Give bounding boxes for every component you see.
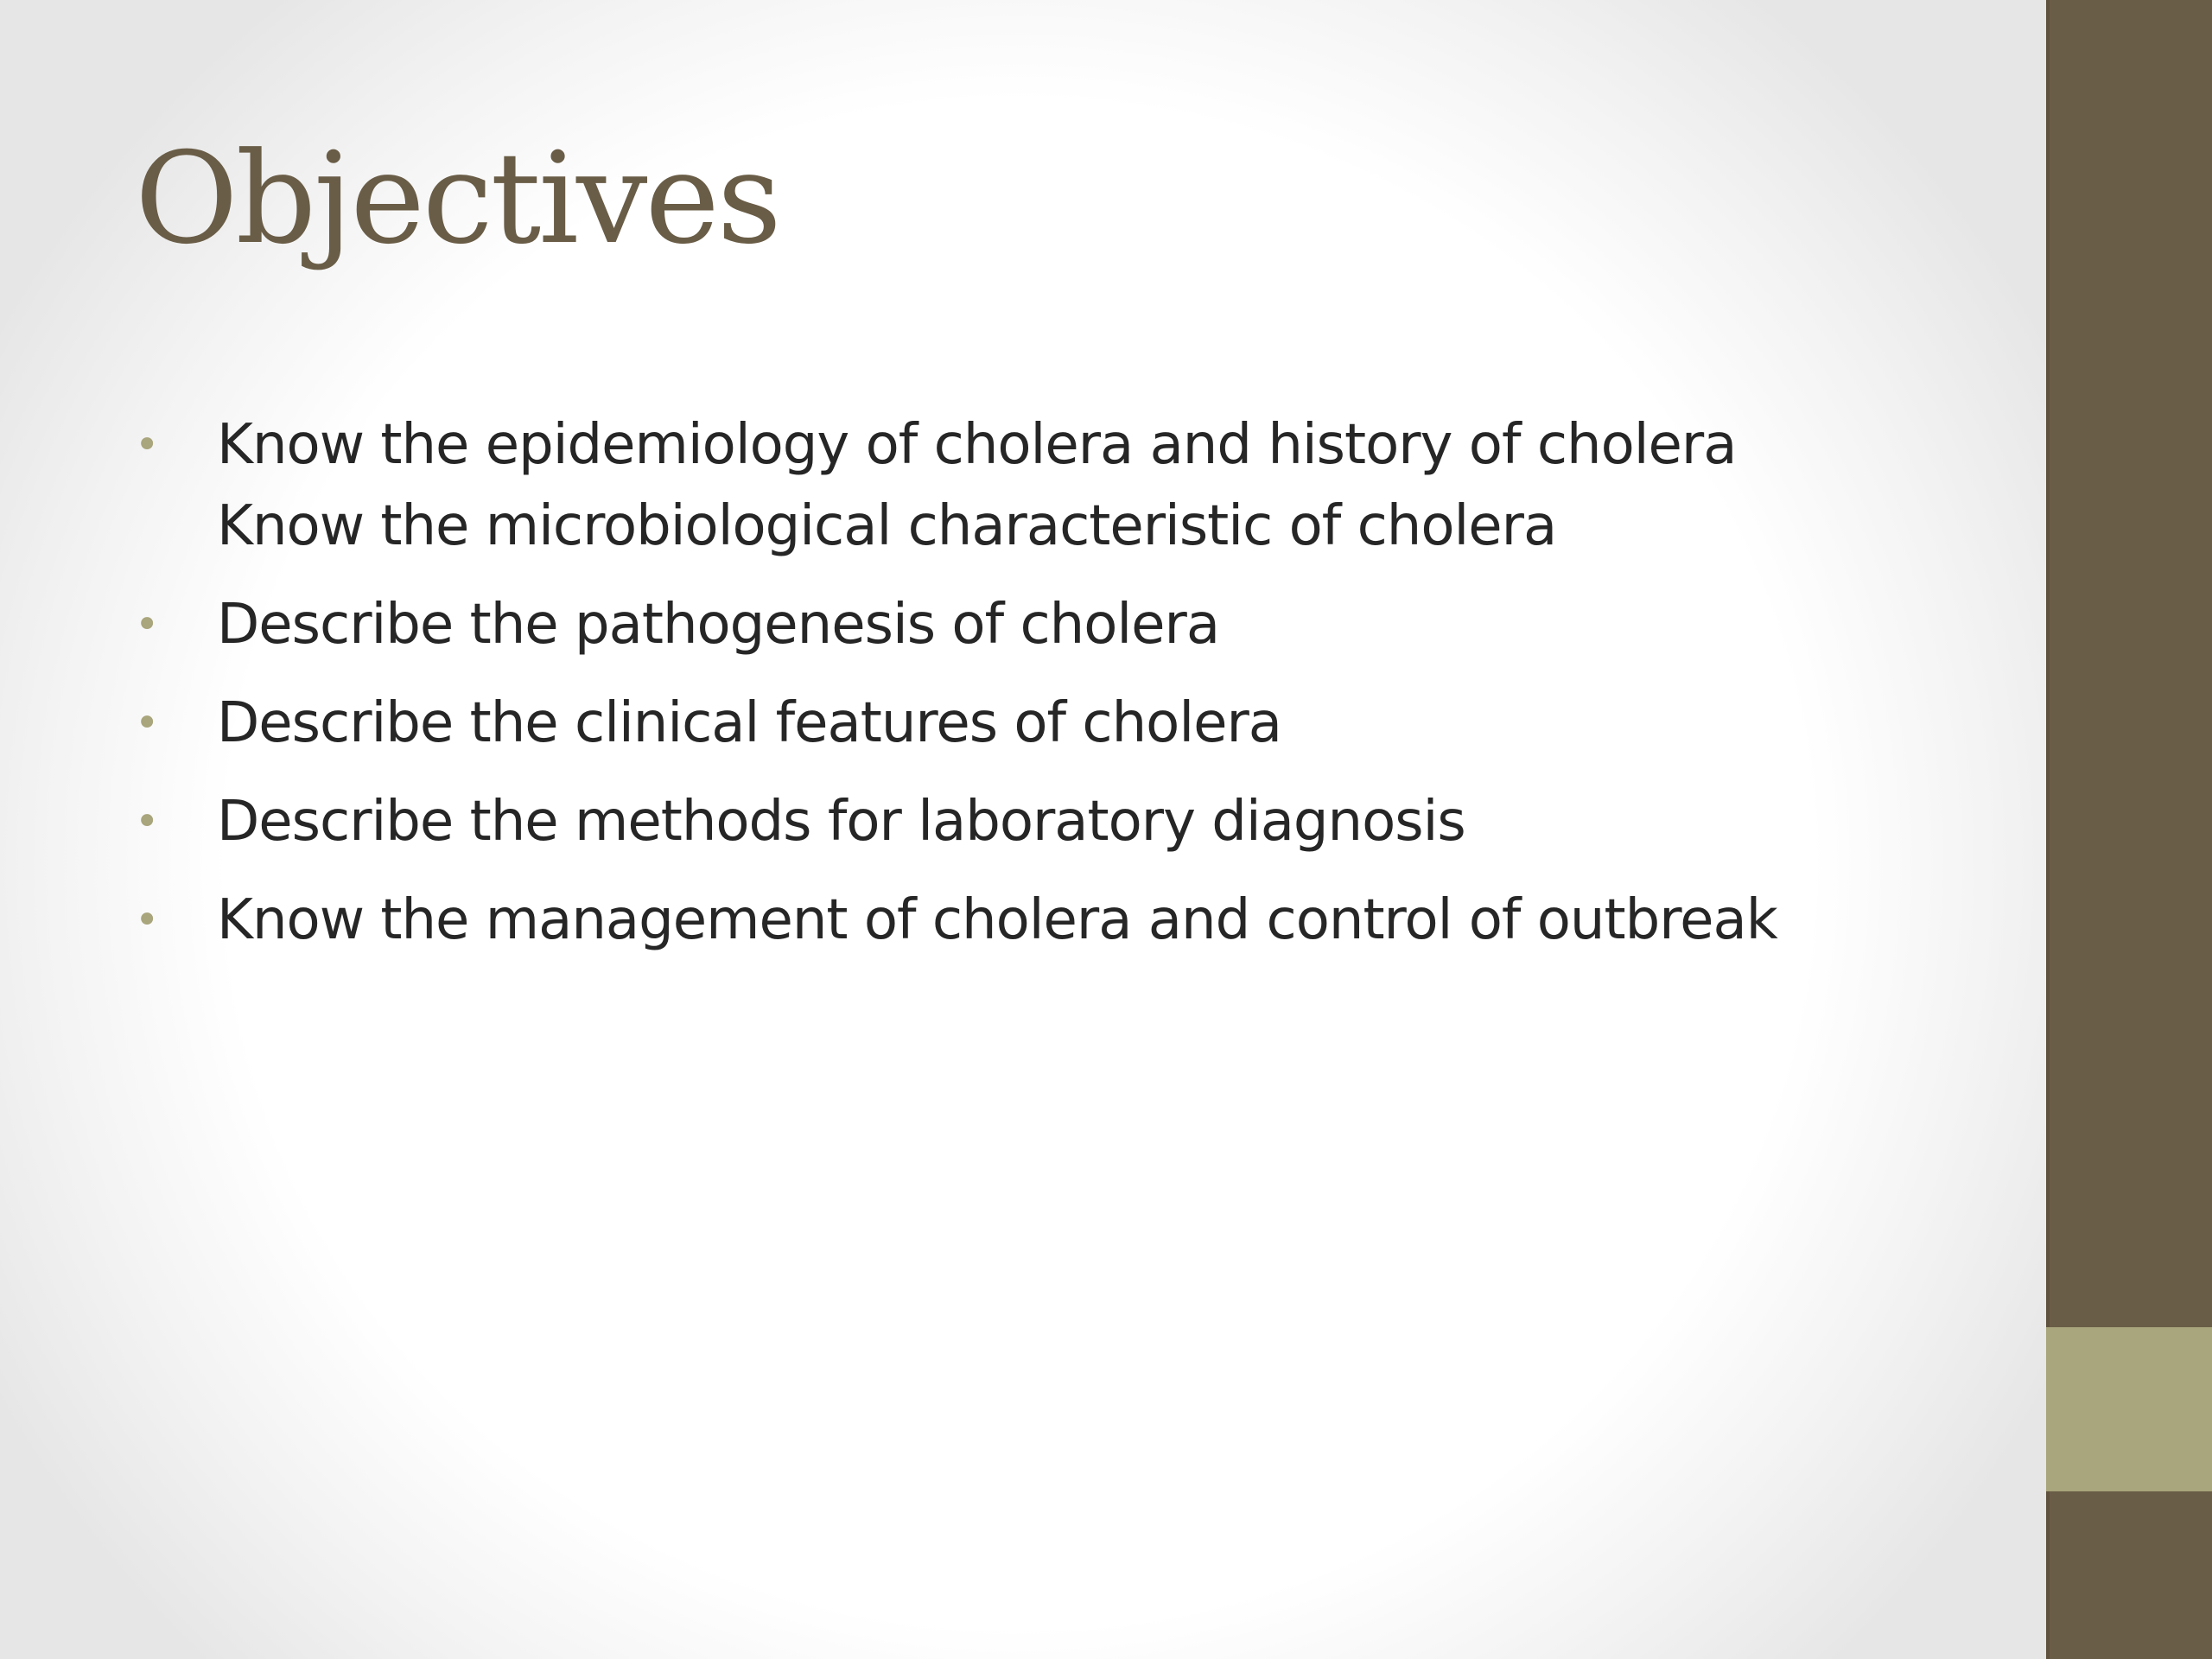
bullet-icon: •	[135, 798, 159, 846]
bullet-text: Know the microbiological characteristic of cholera	[217, 494, 1557, 558]
bullet-item	[135, 404, 2001, 567]
bullet-item	[135, 584, 2001, 665]
bullet-text: Describe the methods for laboratory diagnosis	[217, 790, 1465, 854]
bullet-text: Know the epidemiology of cholera and history of cholera	[217, 413, 1737, 477]
bullet-item	[135, 880, 2001, 961]
bullet-text: Describe the clinical features of cholera	[217, 691, 1281, 755]
bullet-text: Know the management of cholera and control of outbreak	[217, 888, 1777, 952]
slide-title: Objectives	[135, 125, 779, 272]
bullet-icon: •	[135, 421, 159, 469]
bullet-list	[135, 404, 2001, 978]
bullet-icon: •	[135, 896, 159, 944]
bullet-item	[135, 683, 2001, 764]
bullet-item	[135, 781, 2001, 862]
bullet-icon: •	[135, 699, 159, 747]
side-accent-block	[2046, 1327, 2212, 1491]
bullet-text: Describe the pathogenesis of cholera	[217, 593, 1220, 657]
bullet-icon: •	[135, 601, 159, 649]
side-decoration-bar	[2046, 0, 2212, 1659]
